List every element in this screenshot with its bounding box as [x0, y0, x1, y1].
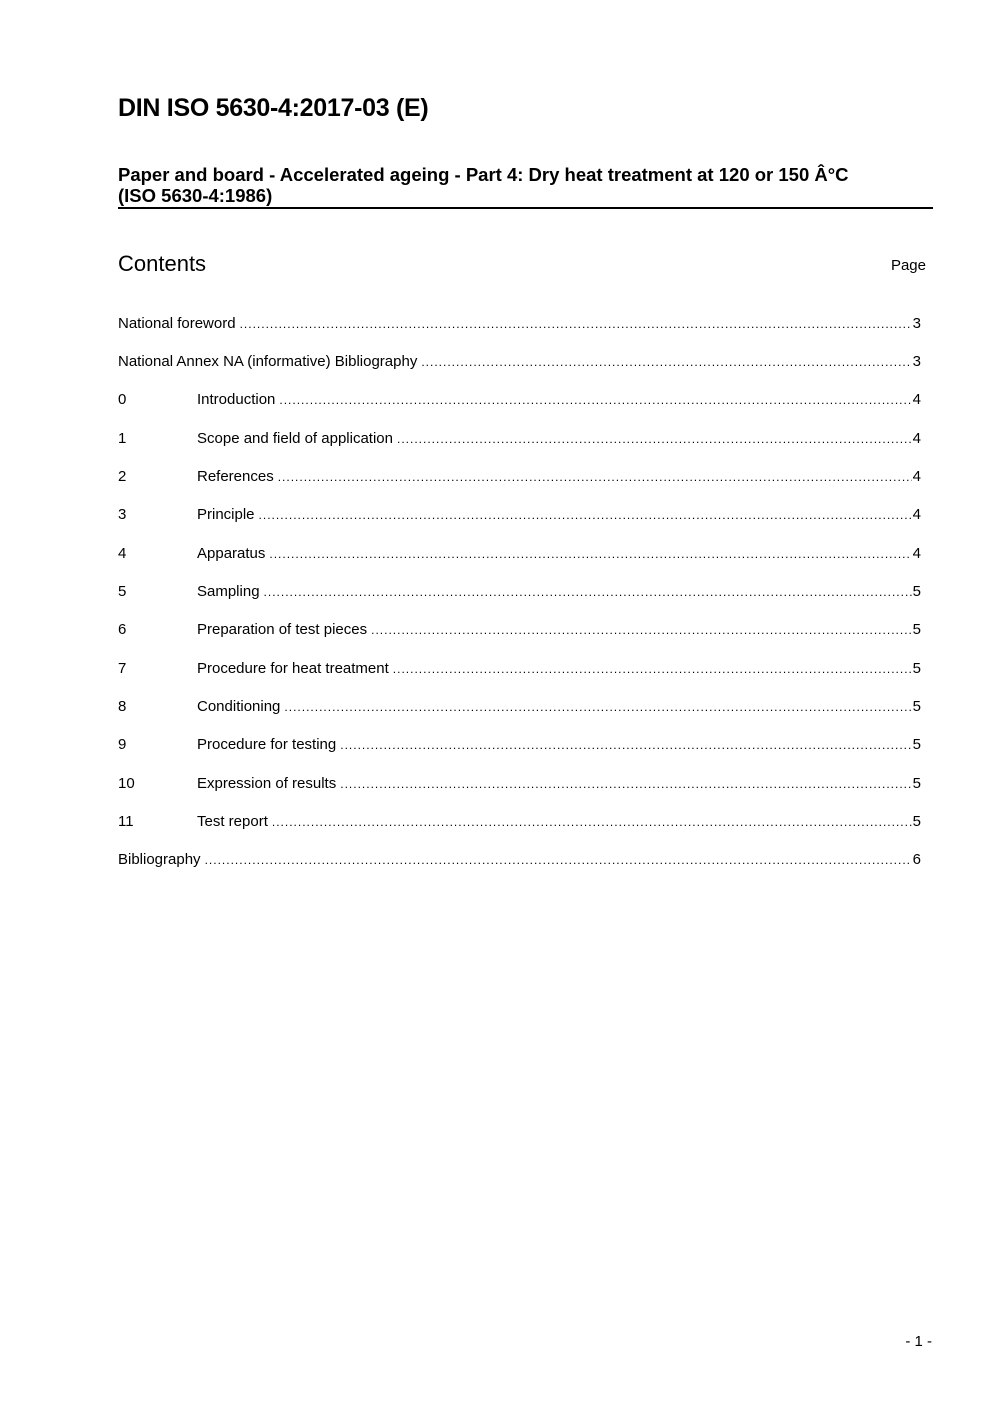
toc-dot-leader	[259, 508, 912, 522]
toc-dot-leader	[340, 777, 911, 791]
toc-entry-page: 5	[912, 698, 921, 715]
toc-entry-number: 8	[118, 698, 127, 715]
toc-entry-number: 6	[118, 621, 127, 638]
toc-dot-leader	[340, 738, 911, 752]
toc-dot-leader	[269, 547, 911, 561]
toc-entry-page: 4	[912, 430, 921, 447]
toc-entry-number: 4	[118, 545, 127, 562]
toc-entry-page: 4	[912, 391, 921, 408]
toc-entry-number: 11	[118, 813, 134, 830]
toc-dot-leader	[205, 853, 912, 867]
toc-dot-leader	[264, 585, 912, 599]
toc-dot-leader	[397, 432, 912, 446]
toc-entry-label: Conditioning	[197, 698, 281, 715]
toc-entry-label: Apparatus	[197, 545, 266, 562]
toc-entry-national-annex[interactable]	[118, 353, 921, 373]
toc-entry-label: Test report	[197, 813, 268, 830]
toc-entry-bibliography[interactable]	[118, 851, 921, 871]
toc-entry-preparation[interactable]	[118, 621, 921, 641]
toc-entry-principle[interactable]	[118, 506, 921, 526]
toc-dot-leader	[393, 662, 912, 676]
toc-entry-number: 2	[118, 468, 127, 485]
toc-entry-page: 5	[912, 775, 921, 792]
toc-entry-number: 10	[118, 775, 135, 792]
toc-entry-page: 5	[912, 621, 921, 638]
toc-dot-leader	[284, 700, 911, 714]
toc-entry-label: Procedure for testing	[197, 736, 337, 753]
toc-entry-label: Introduction	[197, 391, 276, 408]
toc-entry-references[interactable]	[118, 468, 921, 488]
document-title-line-1: Paper and board - Accelerated ageing - Part 4: Dry heat treatment at 120 or 150 Â°C	[118, 164, 849, 185]
toc-dot-leader	[272, 815, 912, 829]
page-column-heading: Page	[890, 257, 926, 274]
toc-entry-apparatus[interactable]	[118, 545, 921, 565]
toc-entry-label: Bibliography	[118, 851, 201, 868]
toc-entry-page: 5	[912, 583, 921, 600]
toc-entry-number: 7	[118, 660, 127, 677]
toc-entry-number: 1	[118, 430, 127, 447]
toc-entry-page: 5	[912, 813, 921, 830]
document-title-line-2: (ISO 5630-4:1986)	[118, 185, 273, 206]
toc-entry-page: 4	[912, 468, 921, 485]
toc-entry-page: 5	[912, 736, 921, 753]
document-id: DIN ISO 5630-4:2017-03 (E)	[118, 94, 429, 122]
toc-entry-page: 6	[912, 851, 921, 868]
toc-entry-conditioning[interactable]	[118, 698, 921, 718]
toc-entry-page: 3	[912, 315, 921, 332]
toc-dot-leader	[421, 355, 911, 369]
toc-dot-leader	[278, 470, 912, 484]
toc-entry-test-report[interactable]	[118, 813, 921, 833]
toc-entry-page: 4	[912, 545, 921, 562]
toc-entry-page: 4	[912, 506, 921, 523]
document-title	[118, 164, 933, 209]
toc-entry-label: Principle	[197, 506, 255, 523]
toc-entry-label: Scope and field of application	[197, 430, 393, 447]
toc-entry-expression-results[interactable]	[118, 775, 921, 795]
toc-entry-label: Preparation of test pieces	[197, 621, 368, 638]
toc-entry-label: National foreword	[118, 315, 236, 332]
toc-entry-national-foreword[interactable]	[118, 315, 921, 335]
toc-dot-leader	[240, 317, 912, 331]
page-number: - 1 -	[905, 1333, 932, 1350]
toc-entry-procedure-testing[interactable]	[118, 736, 921, 756]
toc-entry-label: Expression of results	[197, 775, 337, 792]
toc-entry-page: 3	[912, 353, 921, 370]
toc-entry-label: Procedure for heat treatment	[197, 660, 389, 677]
toc-entry-introduction[interactable]	[118, 391, 921, 411]
toc-entry-label: National Annex NA (informative) Bibliography	[118, 353, 418, 370]
toc-entry-number: 3	[118, 506, 127, 523]
toc-dot-leader	[371, 623, 912, 637]
toc-entry-number: 9	[118, 736, 127, 753]
toc-entry-label: References	[197, 468, 274, 485]
toc-dot-leader	[279, 393, 911, 407]
toc-entry-heat-treatment[interactable]	[118, 660, 921, 680]
toc-entry-number: 0	[118, 391, 127, 408]
toc-entry-page: 5	[912, 660, 921, 677]
toc-entry-scope[interactable]	[118, 430, 921, 450]
toc-entry-sampling[interactable]	[118, 583, 921, 603]
contents-heading: Contents	[118, 251, 207, 276]
toc-entry-number: 5	[118, 583, 127, 600]
toc-entry-label: Sampling	[197, 583, 260, 600]
